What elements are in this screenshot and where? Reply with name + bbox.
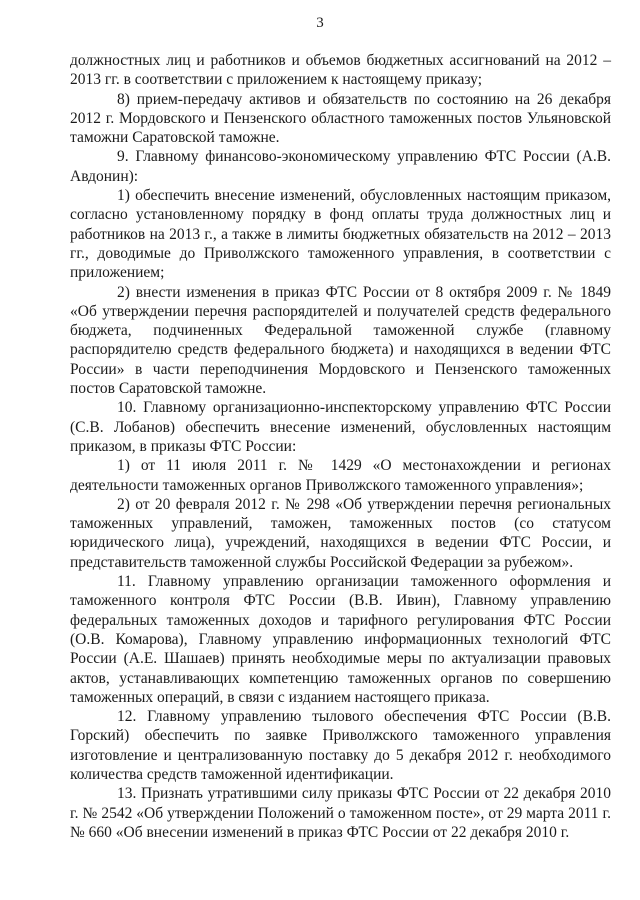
paragraph-clause-12: 12. Главному управлению тылового обеспечения ФТС России (В.В. Горский) обеспечить по заявке Приволжского таможенного управления изготовление и централизованную поставку до 5 декабря 2012 г. необходимого количества средств таможенной идентификации. bbox=[70, 708, 611, 783]
paragraph-clause-9-item-2: 2) внести изменения в приказ ФТС России от 8 октября 2009 г. № 1849 «Об утверждении перечня распорядителей и получателей средств федерального бюджета, подчиненных Федеральной таможенной службе (главному распорядителю средств федерального бюджета) и находящихся в ведении ФТС России» в части переподчинения Мордовского и Пензенского таможенных постов Саратовской таможне. bbox=[70, 283, 611, 398]
paragraph-clause-10-item-2: 2) от 20 февраля 2012 г. № 298 «Об утверждении перечня региональных таможенных управлений, таможен, таможенных постов (со статусом юридического лица), учреждений, находящихся в ведении ФТС России, и представительств таможенной службы Российской Федерации за рубежом». bbox=[70, 495, 611, 571]
paragraph-clause-9-item-1: 1) обеспечить внесение изменений, обусловленных настоящим приказом, согласно установленному порядку в фонд оплаты труда должностных лиц и работников на 2013 г., а также в лимиты бюджетных обязательств на 2012 – 2013 гг., доводимые до Приволжского таможенного управления, в соответствии с приложением; bbox=[70, 187, 611, 282]
page-number: 3 bbox=[316, 15, 324, 31]
paragraph-clause-13: 13. Признать утратившими силу приказы ФТС России от 22 декабря 2010 г. № 2542 «Об утверждении Положений о таможенном посте», от 29 марта 2011 г. № 660 «Об внесении изменений в приказ ФТС России от 22 декабря 2010 г. bbox=[70, 785, 611, 841]
paragraph-continuation: должностных лиц и работников и объемов бюджетных ассигнований на 2012 – 2013 гг. в соответствии с приложением к настоящему приказу; bbox=[70, 52, 611, 89]
paragraph-clause-10-item-1: 1) от 11 июля 2011 г. № 1429 «О местонахождении и регионах деятельности таможенных органов Приволжского таможенного управления»; bbox=[70, 457, 611, 494]
document-body bbox=[70, 51, 611, 842]
paragraph-clause-11: 11. Главному управлению организации таможенного оформления и таможенного контроля ФТС России (В.В. Ивин), Главному управлению федеральных таможенных доходов и тарифного регулирования ФТС России (О.В. Комарова), Главному управлению информационных технологий ФТС России (А.Е. Шашаев) принять необходимые меры по актуализации правовых актов, устанавливающих компетенцию таможенных органов по совершению таможенных операций, в связи с изданием настоящего приказа. bbox=[70, 573, 611, 706]
paragraph-clause-10: 10. Главному организационно-инспекторскому управлению ФТС России (С.В. Лобанов) обеспечить внесение изменений, обусловленных настоящим приказом, в приказы ФТС России: bbox=[70, 399, 611, 455]
paragraph-item-8: 8) прием-передачу активов и обязательств по состоянию на 26 декабря 2012 г. Мордовского и Пензенского областного таможенных постов Ульяновской таможни Саратовской таможне. bbox=[70, 90, 611, 147]
paragraph-clause-9: 9. Главному финансово-экономическому управлению ФТС России (А.В. Авдонин): bbox=[70, 148, 611, 185]
